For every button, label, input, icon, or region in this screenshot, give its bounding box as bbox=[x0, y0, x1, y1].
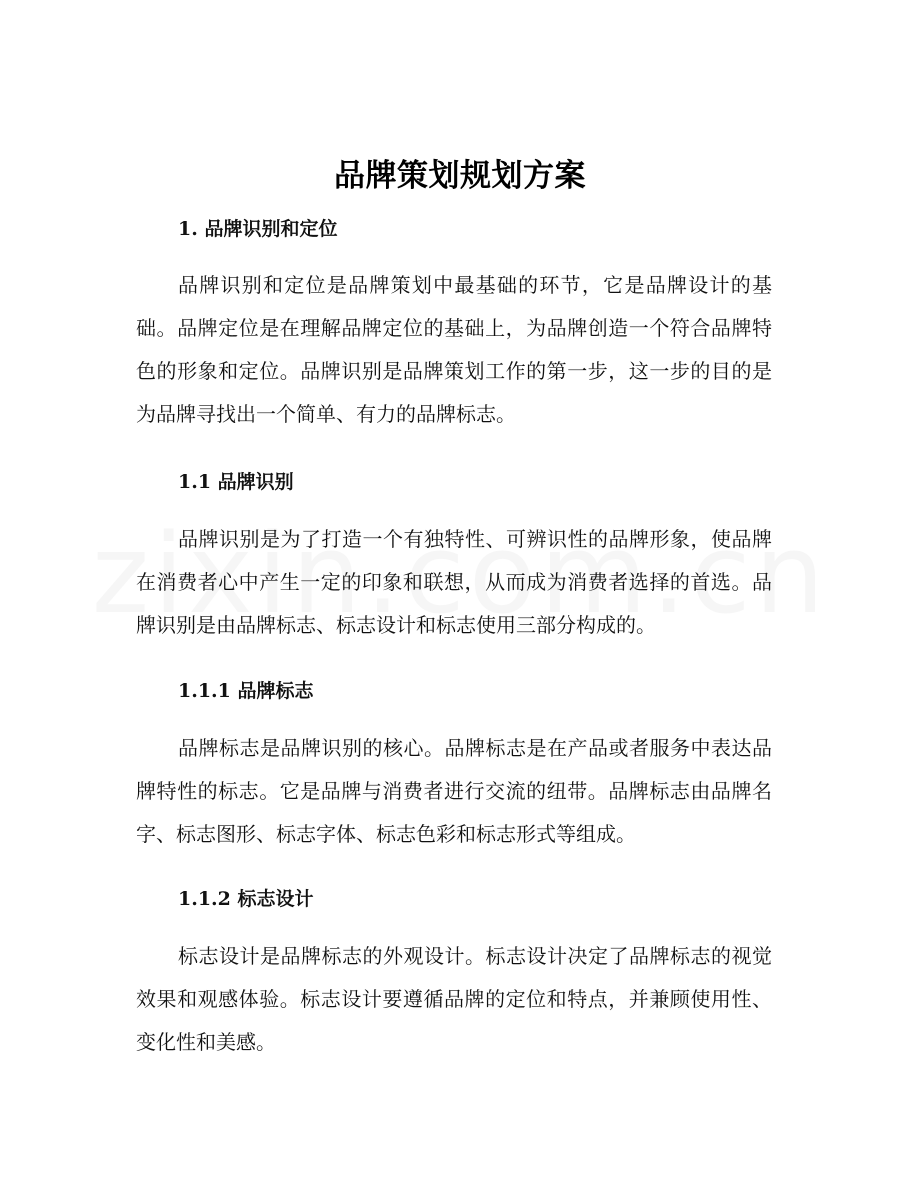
section-paragraph-1-1-2: 标志设计是品牌标志的外观设计。标志设计决定了品牌标志的视觉效果和观感体验。标志设计要遵循品牌的定位和特点，并兼顾使用性、变化性和美感。 bbox=[136, 944, 772, 1054]
section-heading-1-1-1: 1.1.1 品牌标志 bbox=[178, 680, 314, 702]
section-heading-1: 1. 品牌识别和定位 bbox=[178, 218, 338, 240]
section-heading-1-1-2: 1.1.2 标志设计 bbox=[178, 888, 314, 910]
section-paragraph-1: 品牌识别和定位是品牌策划中最基础的环节，它是品牌设计的基础。品牌定位是在理解品牌定位的基础上，为品牌创造一个符合品牌特色的形象和定位。品牌识别是品牌策划工作的第一步，这一步的目的是为品牌寻找出一个简单、有力的品牌标志。 bbox=[136, 273, 772, 426]
document-title: 品牌策划规划方案 bbox=[334, 158, 586, 194]
section-paragraph-1-1: 品牌识别是为了打造一个有独特性、可辨识性的品牌形象，使品牌在消费者心中产生一定的印象和联想，从而成为消费者选择的首选。品牌识别是由品牌标志、标志设计和标志使用三部分构成的。 bbox=[136, 527, 772, 637]
section-heading-1-1: 1.1 品牌识别 bbox=[178, 471, 294, 493]
section-paragraph-1-1-1: 品牌标志是品牌识别的核心。品牌标志是在产品或者服务中表达品牌特性的标志。它是品牌与消费者进行交流的纽带。品牌标志由品牌名字、标志图形、标志字体、标志色彩和标志形式等组成。 bbox=[136, 736, 772, 846]
